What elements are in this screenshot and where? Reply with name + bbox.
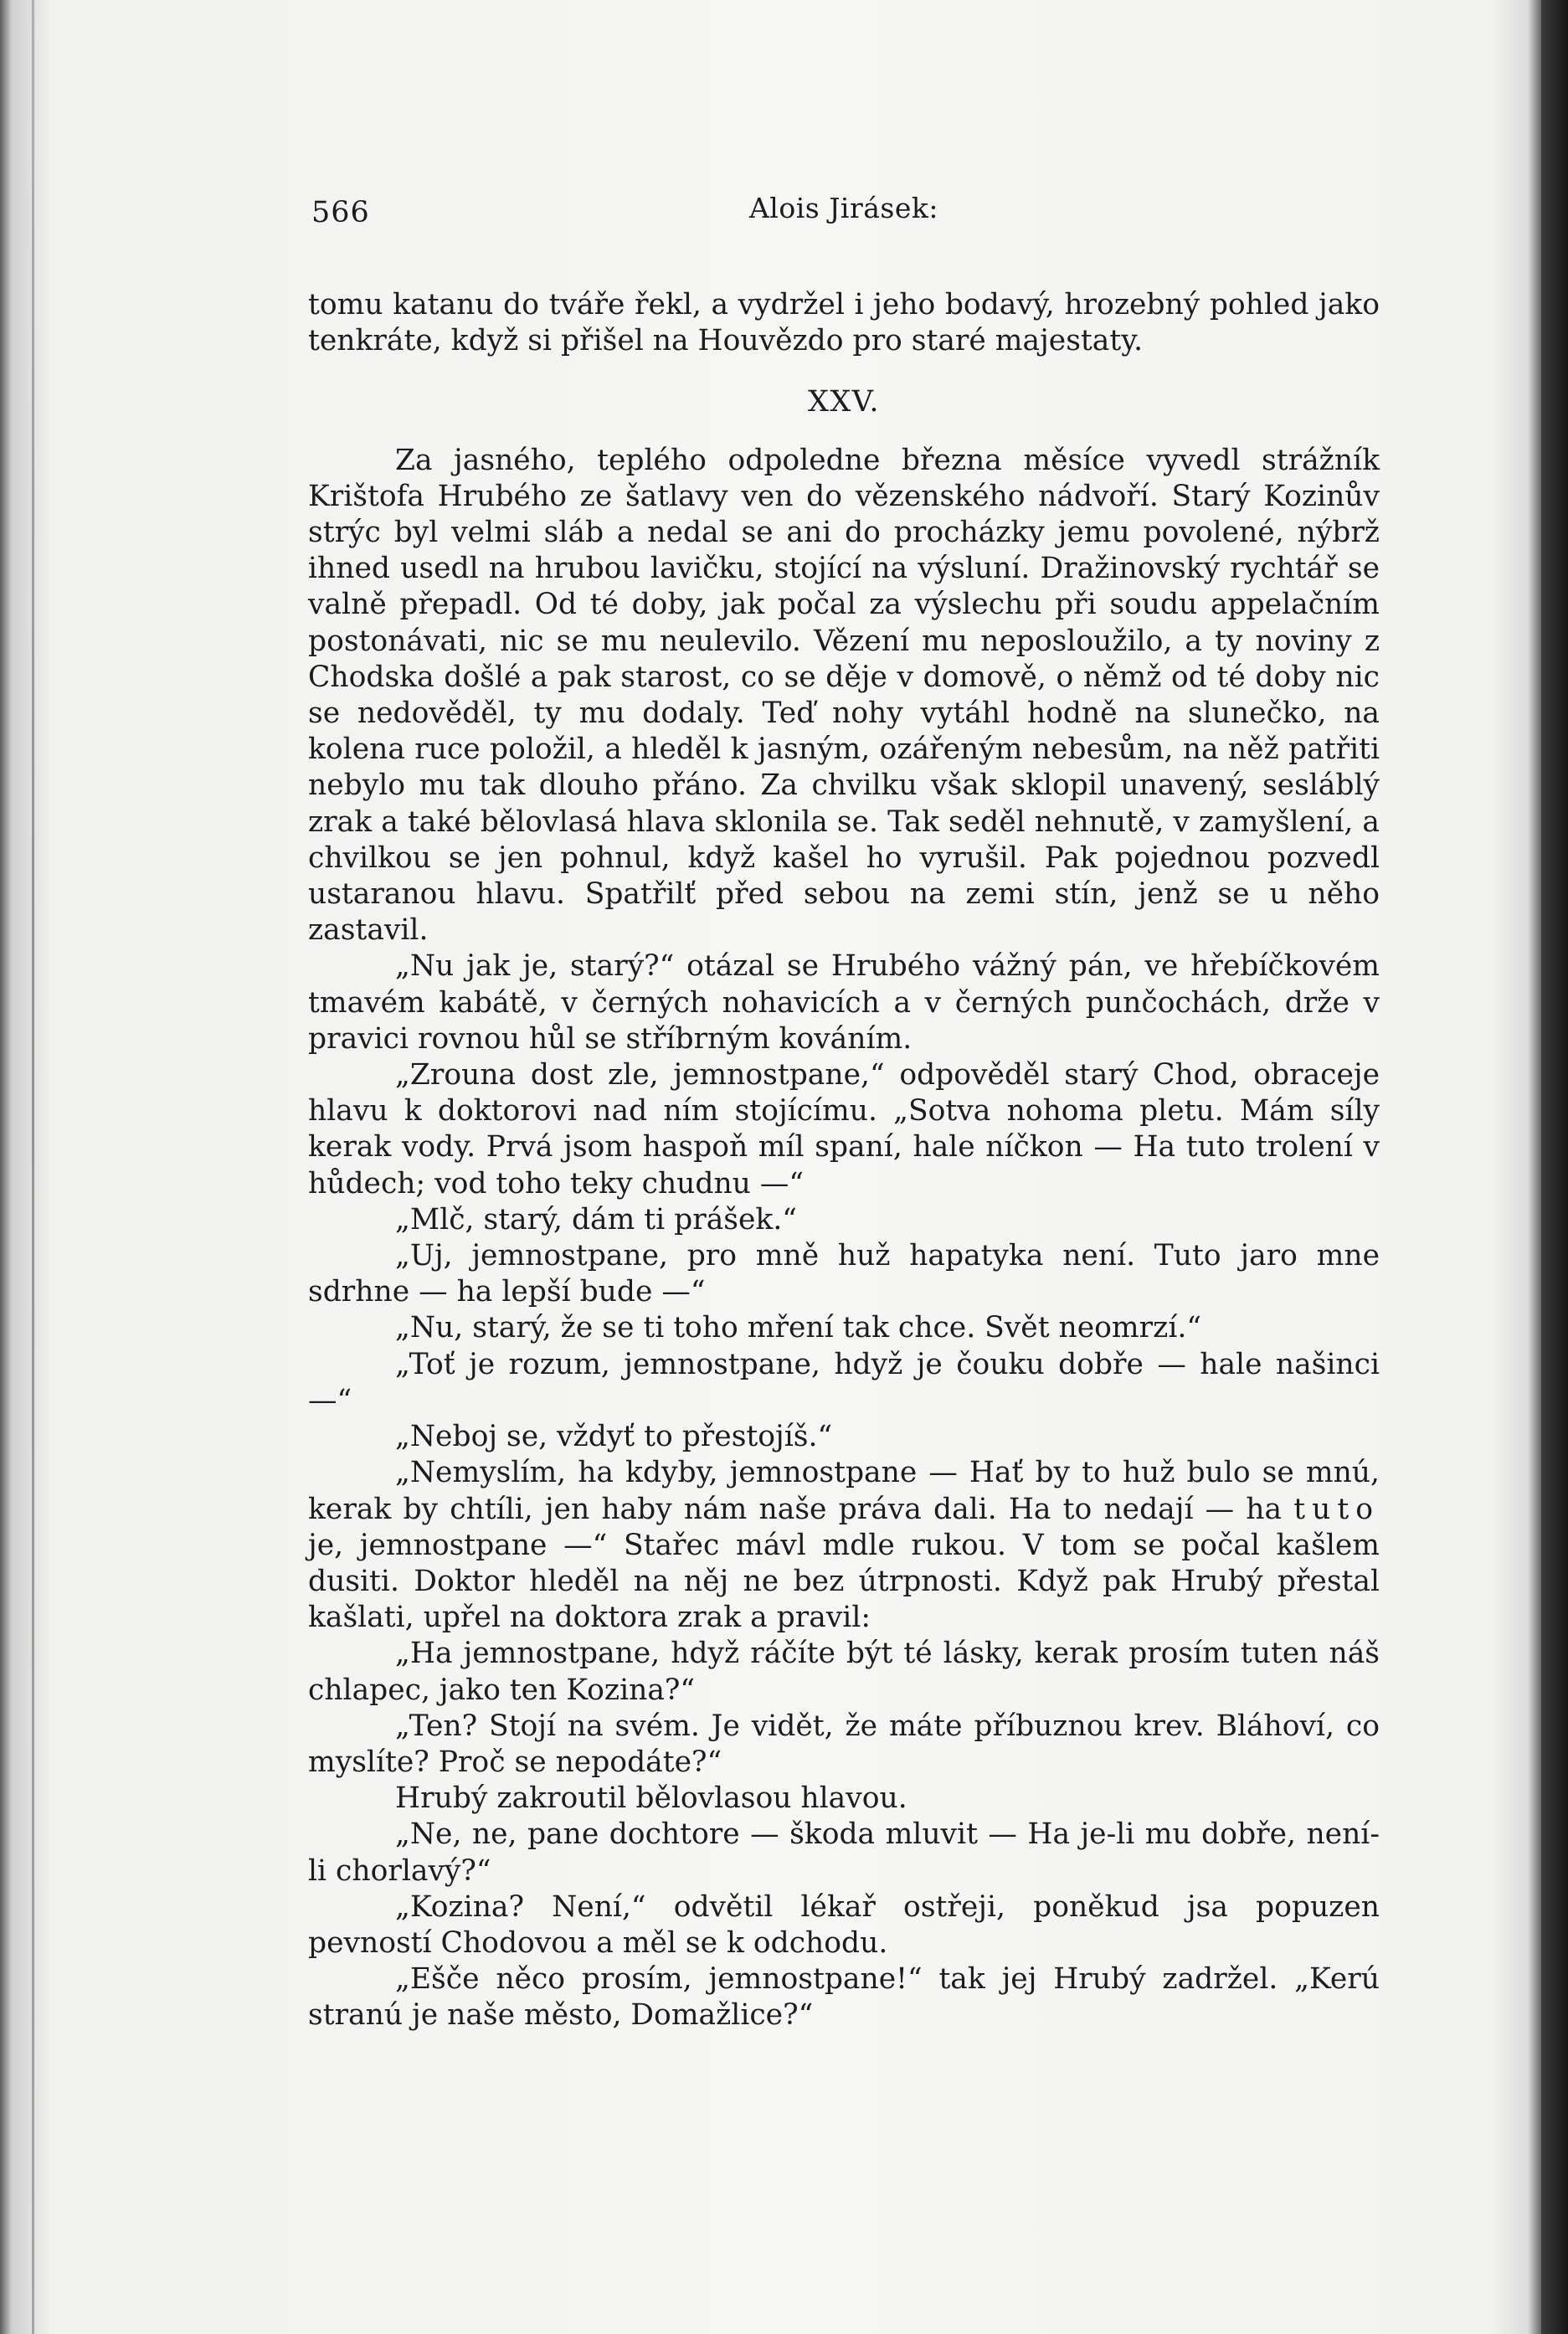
paragraph: Hrubý zakroutil bělovlasou hlavou. bbox=[395, 1781, 907, 1816]
paragraph: „Ešče něco prosím, jemnostpane!“ tak jej Hrubý zadržel. „Kerú stranú je naše město, Domažlice?“ bbox=[308, 1962, 1380, 2033]
emphasized-word: tuto bbox=[1293, 1492, 1380, 1526]
paragraph: Za jasného, teplého odpoledne března měsíce vyvedl strážník Krištofa Hrubého ze šatlavy ven do vězenského nádvoří. Starý Kozinův strýc byl velmi sláb a nedal se ani do procházky jemu povolené, nýbrž ihned usedl na hrubou lavičku, stojící na výsluní. Dražinovský rychtář se valně přepadl. Od té doby, jak počal za výslechu při soudu appelačním postonávati, nic se mu neulevilo. Vězení mu neposloužilo, a ty noviny z Chodska došlé a pak starost, co se děje v domově, o němž od té doby nic se nedověděl, ty mu dodaly. Teď nohy vytáhl hodně na slunečko, na kolena ruce položil, a hleděl k jasným, ozářeným nebesům, na něž patřiti nebylo mu tak dlouho přáno. Za chvilku však sklopil unavený, sesláblý zrak a také bělovlasá hlava sklonila se. Tak seděl nehnutě, v zamyšlení, a chvilkou se jen pohnul, když kašel ho vyrušil. Pak pojednou pozvedl ustaranou hlavu. Spatřilť před sebou na zemi stín, jenž se u něho zastavil. bbox=[308, 443, 1380, 948]
chapter-heading: XXV. bbox=[807, 385, 881, 419]
binding-edge bbox=[32, 0, 34, 2334]
page-content bbox=[308, 188, 1380, 2034]
paragraph: „Mlč, starý, dám ti prášek.“ bbox=[395, 1202, 797, 1236]
body-text bbox=[308, 287, 1380, 2034]
paragraph: „Nu jak je, starý?“ otázal se Hrubého vážný pán, ve hřebíčkovém tmavém kabátě, v černých nohavicích a v černých punčochách, drže v pravici rovnou hůl se stříbrným kováním. bbox=[308, 949, 1380, 1056]
running-head bbox=[308, 188, 1380, 234]
paragraph: „Ne, ne, pane dochtore — škoda mluvit — Ha je-li mu dobře, není-li chorlavý?“ bbox=[308, 1817, 1380, 1888]
paragraph: „Ha jemnostpane, hdyž ráčíte být té lásky, kerak prosím tuten náš chlapec, jako ten Kozina?“ bbox=[308, 1637, 1380, 1707]
paragraph: „Toť je rozum, jemnostpane, hdyž je čouku dobře — hale našinci —“ bbox=[308, 1347, 1380, 1417]
paragraph: „Zrouna dost zle, jemnostpane,“ odpověděl starý Chod, obraceje hlavu k doktorovi nad ním stojícímu. „Sotva nohoma pletu. Mám síly kerak vody. Prvá jsom haspoň míl spaní, hale níčkon — Ha tuto trolení v hůdech; vod toho teky chudnu —“ bbox=[308, 1058, 1380, 1200]
paragraph-text: „Nemyslím, ha kdyby, jemnostpane — Hať by to huž bulo se mnú, kerak by chtíli, jen haby nám naše práva dali. Ha to nedají — ha bbox=[308, 1456, 1380, 1526]
paragraph: „Neboj se, vždyť to přestojíš.“ bbox=[395, 1420, 833, 1454]
paragraph-text: je, jemnostpane —“ Stařec mávl mdle rukou. V tom se počal kašlem dusiti. Doktor hleděl na něj ne bez útrpnosti. Když pak Hrubý přestal kašlati, upřel na doktora zrak a pravil: bbox=[308, 1528, 1380, 1635]
paragraph: „Uj, jemnostpane, pro mně huž hapatyka není. Tuto jaro mne sdrhne — ha lepší bude —“ bbox=[308, 1239, 1380, 1309]
paragraph bbox=[308, 1455, 1380, 1636]
page-number: 566 bbox=[311, 196, 370, 229]
running-head-title: Alois Jirásek: bbox=[748, 192, 939, 224]
paragraph: „Kozina? Není,“ odvětil lékař ostřeji, poněkud jsa popuzen pevností Chodovou a měl se k odchodu. bbox=[308, 1889, 1380, 1960]
paragraph: „Nu, starý, že se ti toho mření tak chce. Svět neomrzí.“ bbox=[395, 1311, 1201, 1345]
page-edge-shadow bbox=[1541, 0, 1568, 2334]
paragraph: „Ten? Stojí na svém. Je vidět, že máte příbuznou krev. Bláhoví, co myslíte? Proč se nepodáte?“ bbox=[308, 1709, 1380, 1779]
paragraph: tomu katanu do tváře řekl, a vydržel i jeho bodavý, hrozebný pohled jako tenkráte, když si přišel na Houvězdo pro staré majestaty. bbox=[308, 288, 1380, 358]
